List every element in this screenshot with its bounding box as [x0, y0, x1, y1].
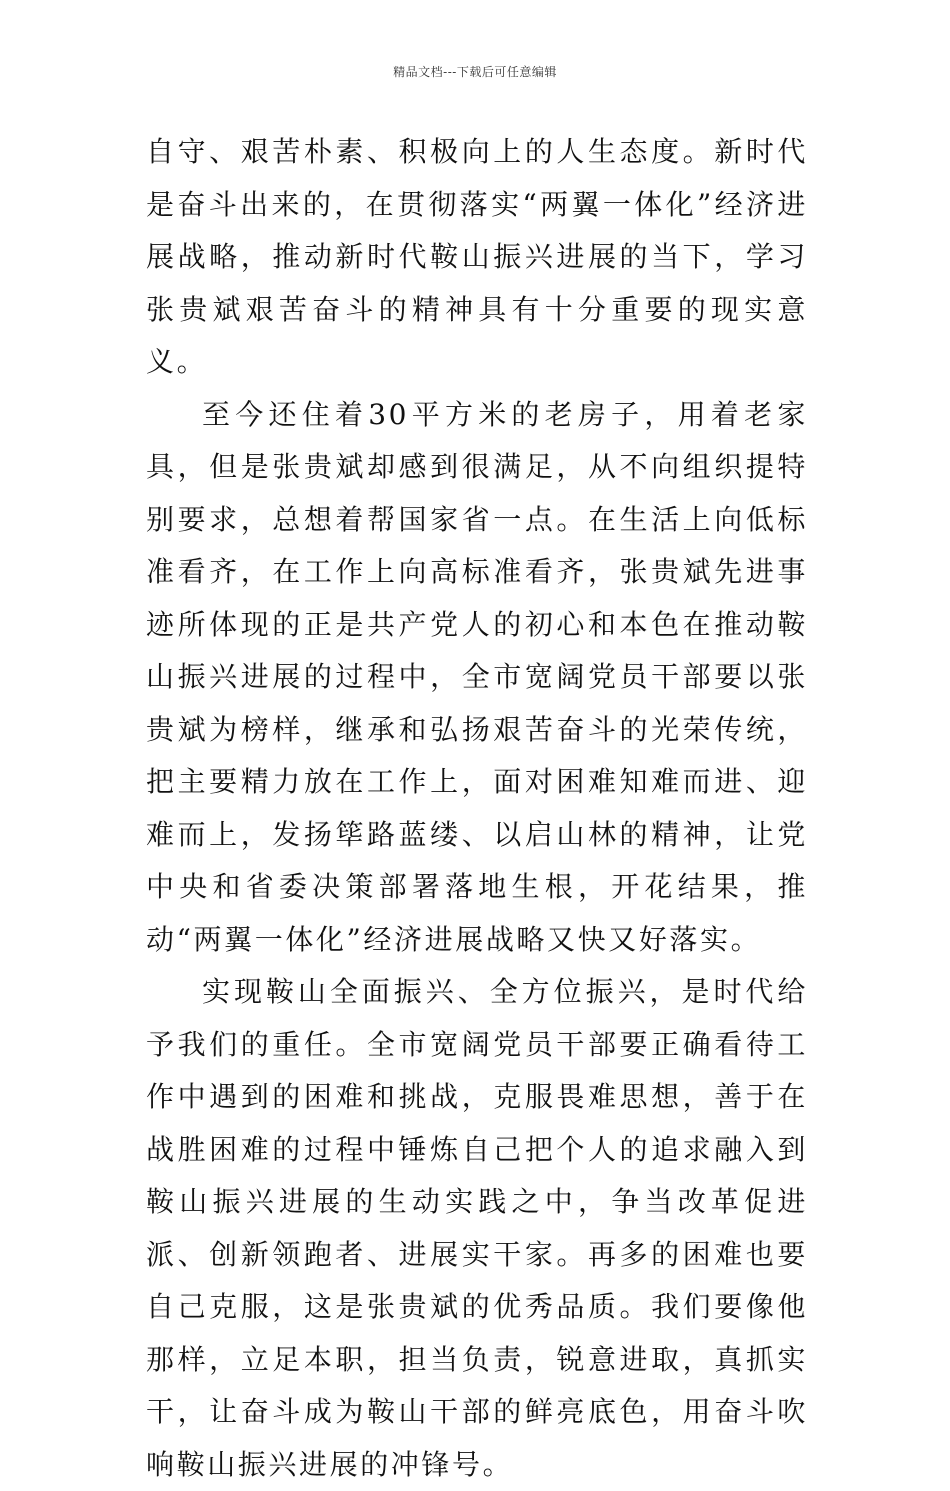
paragraph-3: 实现鞍山全面振兴、全方位振兴，是时代给予我们的重任。全市宽阔党员干部要正确看待工作中遇到的困难和挑战，克服畏难思想，善于在战胜困难的过程中锤炼自己把个人的追求融入到鞍山振兴进展的生动实践之中，争当改革促进派、创新领跑者、进展实干家。再多的困难也要自己克服，这是张贵斌的优秀品质。我们要像他那样，立足本职，担当负责，锐意进取，真抓实干，让奋斗成为鞍山干部的鲜亮底色，用奋斗吹响鞍山振兴进展的冲锋号。 [146, 975, 808, 1481]
page-header: 精品文档---下载后可任意编辑 [393, 65, 557, 79]
paragraph-2: 至今还住着30平方米的老房子，用着老家具，但是张贵斌却感到很满足，从不向组织提特别要求，总想着帮国家省一点。在生活上向低标准看齐，在工作上向高标准看齐，张贵斌先进事迹所体现的正是共产党人的初心和本色在推动鞍山振兴进展的过程中，全市宽阔党员干部要以张贵斌为榜样，继承和弘扬艰苦奋斗的光荣传统，把主要精力放在工作上，面对困难知难而进、迎难而上，发扬筚路蓝缕、以启山林的精神，让党中央和省委决策部署落地生根，开花结果，推动“两翼一体化”经济进展战略又快又好落实。 [146, 397, 808, 956]
document-body [146, 126, 808, 1491]
paragraph-1: 自守、艰苦朴素、积极向上的人生态度。新时代是奋斗出来的，在贯彻落实“两翼一体化”经济进展战略，推动新时代鞍山振兴进展的当下，学习张贵斌艰苦奋斗的精神具有十分重要的现实意义。 [146, 135, 808, 378]
